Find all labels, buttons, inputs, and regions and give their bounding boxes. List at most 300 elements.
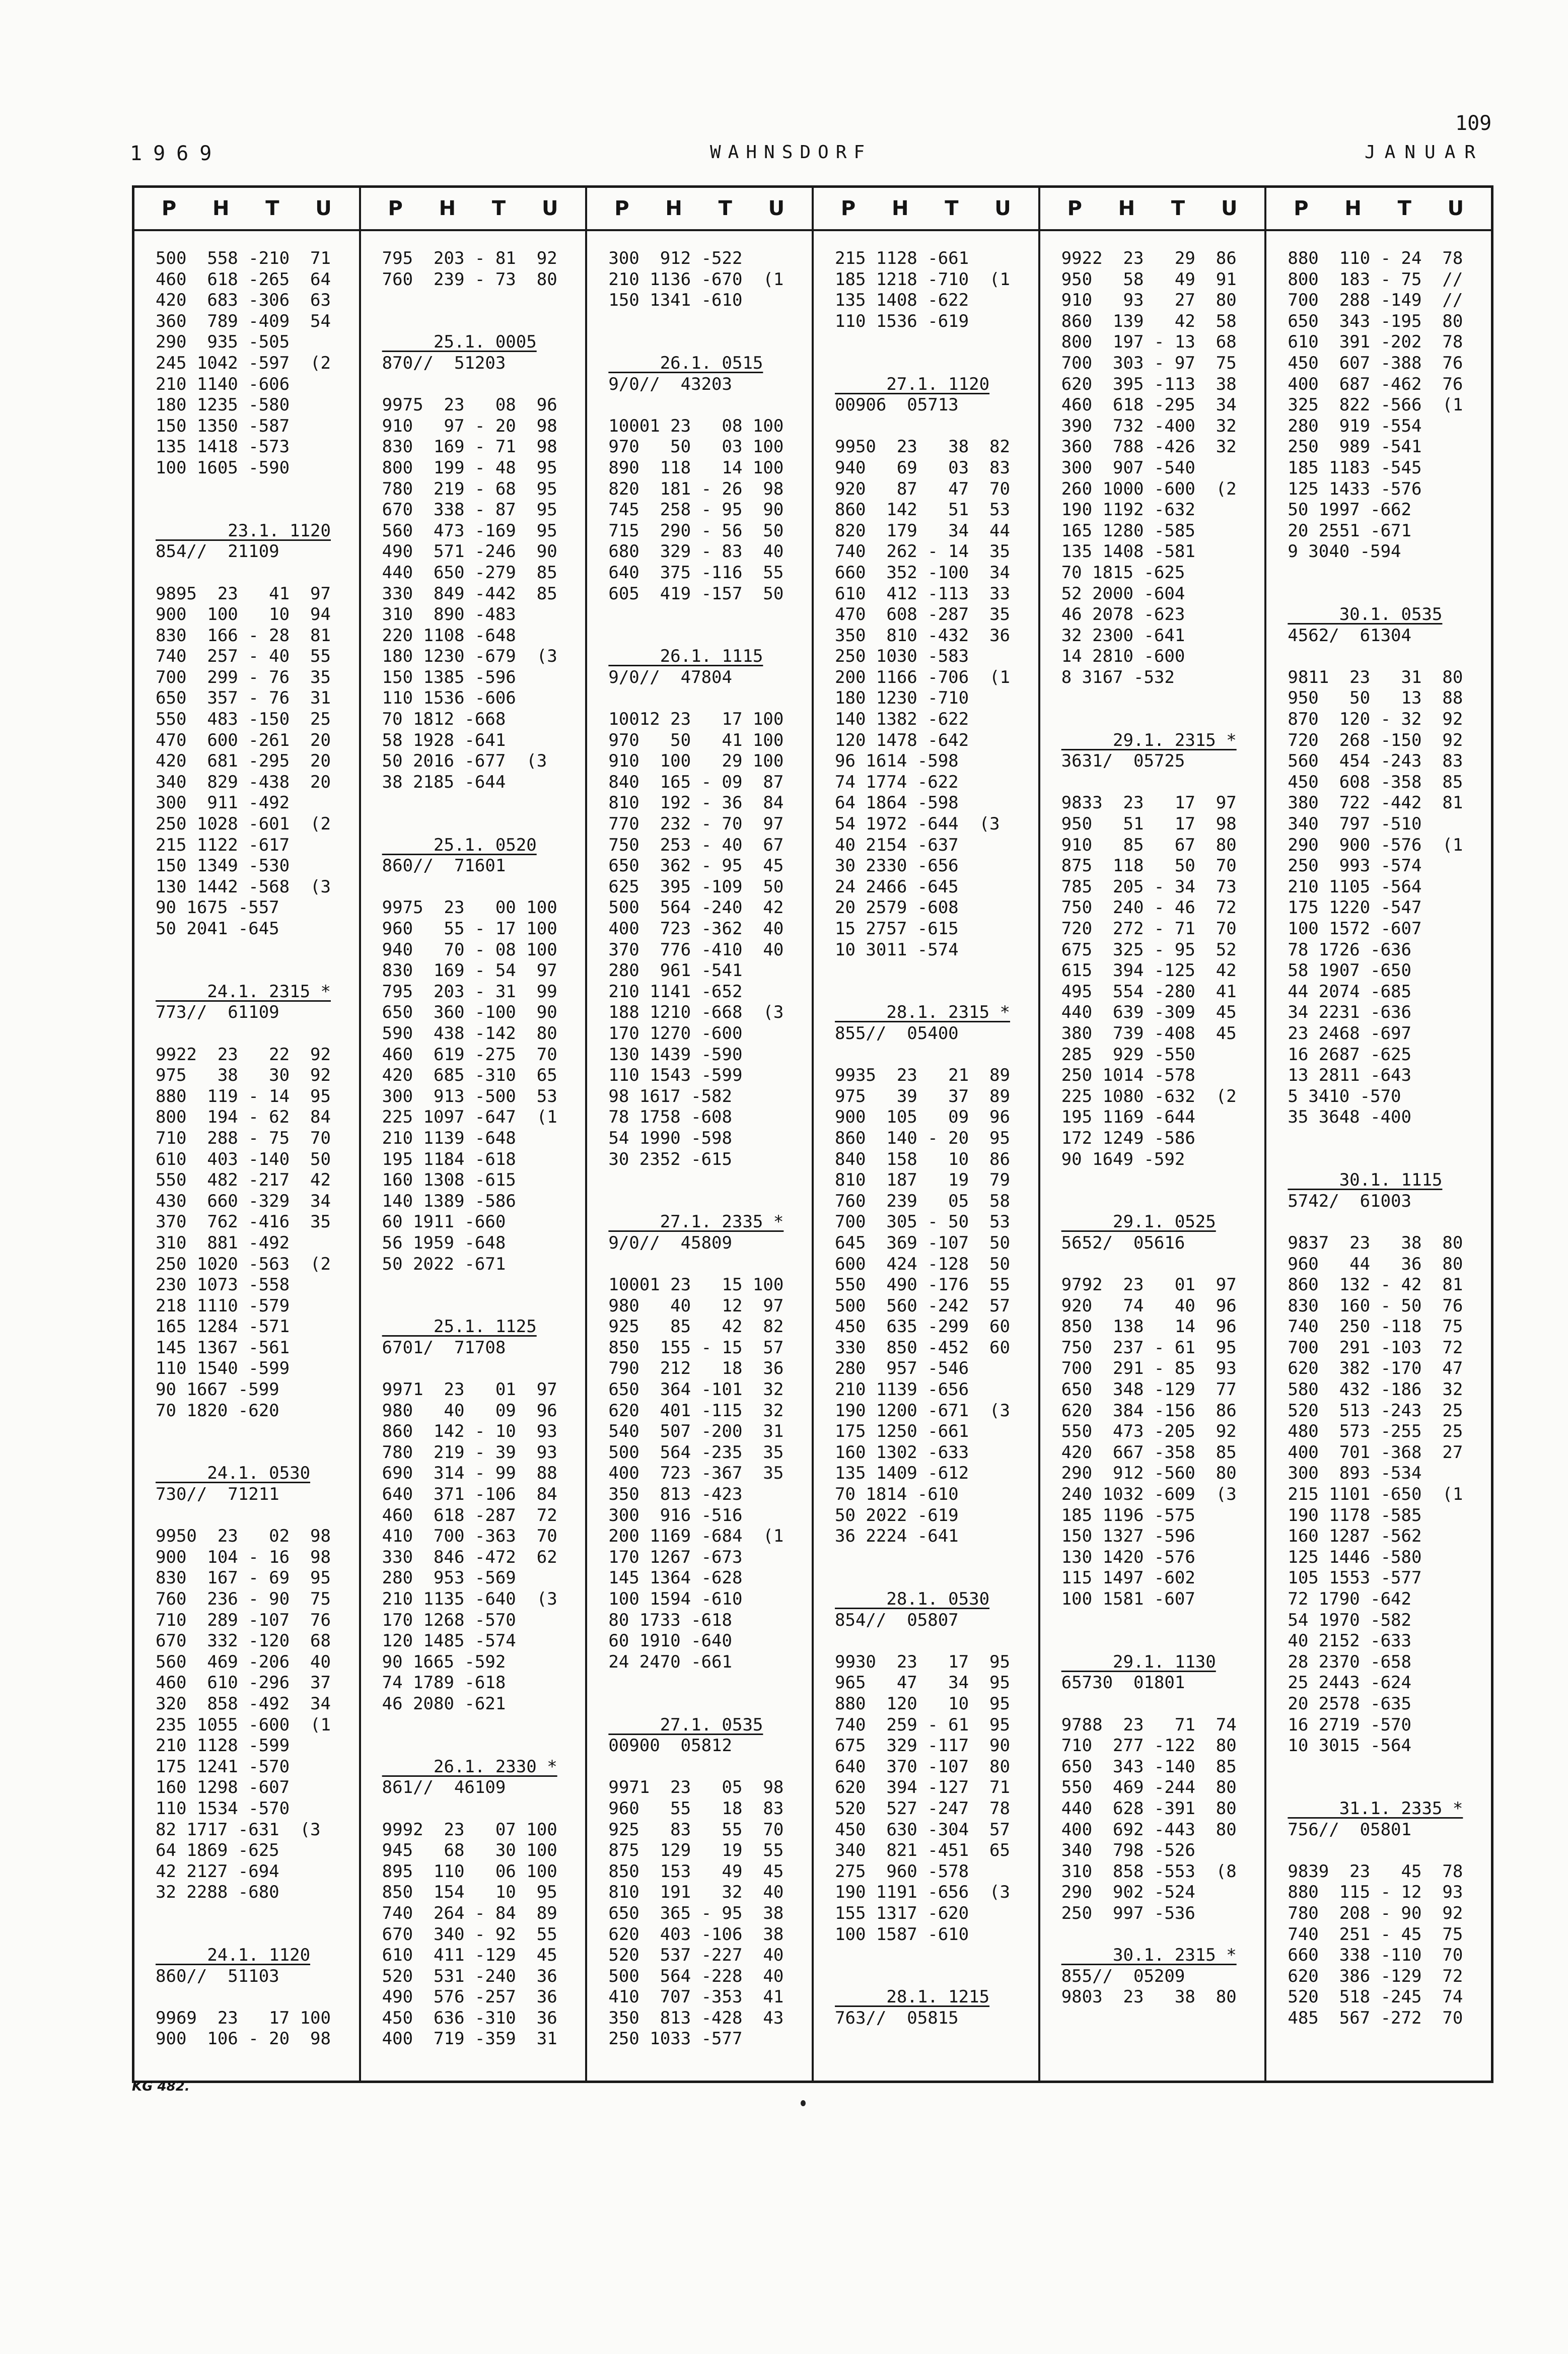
data-row	[835, 332, 1038, 353]
data-row	[1288, 1212, 1491, 1233]
data-row: 440 639 -309 45	[1061, 1002, 1237, 1023]
data-row: 70 1814 -610	[835, 1484, 959, 1505]
data-row: 430 660 -329 34	[156, 1191, 331, 1211]
data-row: 24 2466 -645	[835, 876, 959, 897]
data-row: 700 288 -149 //	[1288, 290, 1463, 311]
data-row: 150 1385 -596	[382, 667, 516, 687]
data-row: 410 700 -363 70	[382, 1526, 557, 1547]
data-row: 150 1349 -530	[156, 856, 290, 876]
data-row: 36 2224 -641	[835, 1526, 959, 1547]
data-row: 175 1250 -661	[835, 1421, 969, 1442]
data-row: 450 635 -299 60	[835, 1317, 1011, 1337]
data-row: 74 1774 -622	[835, 772, 959, 792]
data-row: 615 394 -125 42	[1061, 960, 1237, 981]
data-row: 250 1033 -577	[608, 2029, 743, 2049]
data-row: 9 3040 -594	[1288, 541, 1401, 562]
data-row: 6701/ 71708	[382, 1337, 506, 1358]
data-row: 870 120 - 32 92	[1288, 709, 1463, 730]
data-row: 875 118 50 70	[1061, 856, 1237, 876]
data-row: 760 239 - 73 80	[382, 269, 557, 290]
data-row: 820 179 34 44	[835, 520, 1011, 541]
data-row: 50 2022 -671	[382, 1254, 506, 1274]
data-row: 895 110 06 100	[382, 1861, 557, 1882]
data-row: 340 798 -526	[1061, 1840, 1195, 1861]
data-row	[382, 311, 586, 332]
data-row: 50 2041 -645	[156, 919, 279, 939]
table-column	[1040, 188, 1267, 2081]
data-row: 625 395 -109 50	[608, 876, 784, 897]
data-row: 370 762 -416 35	[156, 1212, 331, 1232]
data-row: 800 197 - 13 68	[1061, 332, 1237, 353]
data-row: 550 482 -217 42	[156, 1170, 331, 1191]
data-row: 810 192 - 36 84	[608, 793, 784, 813]
data-row: 30 2352 -615	[608, 1149, 732, 1169]
data-row: 90 1667 -599	[156, 1379, 279, 1400]
data-row: 900 100 10 94	[156, 604, 331, 625]
data-row: 670 338 - 87 95	[382, 500, 557, 520]
data-row: 520 513 -243 25	[1288, 1400, 1463, 1421]
data-row: 210 1139 -648	[382, 1128, 516, 1148]
data-row: 500 564 -235 35	[608, 1442, 784, 1463]
data-row: 30 2330 -656	[835, 856, 959, 876]
data-row: 560 469 -206 40	[156, 1651, 331, 1672]
column-header-label: U	[994, 197, 1011, 220]
data-row: 520 537 -227 40	[608, 1945, 784, 1966]
data-row: 82 1717 -631 (3	[156, 1819, 321, 1840]
data-row: 925 83 55 70	[608, 1819, 784, 1840]
data-row	[1061, 1170, 1265, 1191]
column-header	[1040, 188, 1265, 231]
column-body	[587, 231, 812, 2050]
data-row: 250 989 -541	[1288, 437, 1422, 457]
column-header-label: U	[541, 197, 558, 220]
data-row: 72 1790 -642	[1288, 1589, 1411, 1609]
data-row: 210 1139 -656	[835, 1379, 969, 1400]
data-row: 740 259 - 61 95	[835, 1714, 1011, 1735]
data-row: 310 890 -483	[382, 604, 516, 625]
data-row: 680 329 - 83 40	[608, 541, 784, 562]
data-row: 400 723 -362 40	[608, 919, 784, 939]
data-row: 910 97 - 20 98	[382, 416, 557, 436]
data-row: 910 93 27 80	[1061, 290, 1237, 311]
data-row: 715 290 - 56 50	[608, 520, 784, 541]
data-row: 90 1649 -592	[1061, 1149, 1185, 1169]
data-row: 850 153 49 45	[608, 1861, 784, 1882]
sounding-heading: 26.1. 1115	[608, 646, 763, 667]
data-row: 470 608 -287 35	[835, 604, 1011, 625]
data-row: 10001 23 08 100	[608, 416, 784, 436]
data-row: 74 1789 -618	[382, 1673, 506, 1693]
data-row: 245 1042 -597 (2	[156, 353, 331, 373]
data-row: 550 469 -244 80	[1061, 1777, 1237, 1798]
data-row: 860 142 - 10 93	[382, 1421, 557, 1442]
data-row: 390 732 -400 32	[1061, 416, 1237, 436]
data-row: 400 692 -443 80	[1061, 1819, 1237, 1840]
data-row: 640 371 -106 84	[382, 1484, 557, 1505]
data-row: 00906 05713	[835, 395, 959, 416]
data-row	[1061, 1254, 1265, 1275]
column-header-label: T	[491, 197, 506, 220]
data-row: 210 1141 -652	[608, 981, 743, 1002]
data-row	[608, 1254, 812, 1275]
column-header	[134, 188, 359, 231]
data-row: 64 1869 -625	[156, 1840, 279, 1861]
column-body	[814, 231, 1038, 2029]
data-row: 910 100 29 100	[608, 751, 784, 772]
data-row: 100 1605 -590	[156, 457, 290, 478]
data-row	[835, 1045, 1038, 1066]
data-row: 300 913 -500 53	[382, 1086, 557, 1106]
column-body	[1266, 231, 1491, 2029]
data-row: 550 473 -205 92	[1061, 1421, 1237, 1442]
data-row: 645 369 -107 50	[835, 1232, 1011, 1253]
table-column	[1266, 188, 1491, 2081]
data-row	[835, 1547, 1038, 1568]
data-row: 300 911 -492	[156, 793, 290, 813]
data-row: 763// 05815	[835, 2007, 959, 2028]
data-row: 400 701 -368 27	[1288, 1442, 1463, 1463]
data-row	[1061, 1694, 1265, 1715]
data-row: 855// 05209	[1061, 1966, 1185, 1986]
column-header-label: U	[1447, 197, 1464, 220]
data-row: 100 1572 -607	[1288, 919, 1422, 939]
data-row	[608, 1170, 812, 1191]
data-row	[1288, 584, 1491, 605]
data-row	[382, 290, 586, 311]
data-row: 750 253 - 40 67	[608, 835, 784, 855]
data-row: 130 1439 -590	[608, 1044, 743, 1065]
data-row: 290 902 -524	[1061, 1882, 1195, 1903]
data-row	[156, 500, 359, 521]
data-row: 145 1364 -628	[608, 1568, 743, 1588]
data-row: 854// 05807	[835, 1610, 959, 1630]
sounding-heading: 31.1. 2335 *	[1288, 1798, 1463, 1819]
data-row: 770 232 - 70 97	[608, 814, 784, 835]
data-row: 800 199 - 48 95	[382, 457, 557, 478]
data-row: 9922 23 29 86	[1061, 248, 1237, 268]
data-row: 380 739 -408 45	[1061, 1023, 1237, 1044]
data-row: 400 687 -462 76	[1288, 374, 1463, 394]
data-row: 5742/ 61003	[1288, 1191, 1411, 1211]
data-row: 130 1442 -568 (3	[156, 876, 331, 897]
data-row: 840 158 10 86	[835, 1149, 1011, 1169]
data-row: 860// 51103	[156, 1966, 279, 1986]
data-row: 750 237 - 61 95	[1061, 1337, 1237, 1358]
data-row: 610 391 -202 78	[1288, 332, 1463, 353]
data-row: 58 1928 -641	[382, 730, 506, 750]
data-row: 610 411 -129 45	[382, 1945, 557, 1966]
data-row	[1061, 1924, 1265, 1946]
data-row: 150 1341 -610	[608, 290, 743, 311]
data-row	[835, 353, 1038, 374]
data-row: 20 2579 -608	[835, 897, 959, 918]
data-row: 105 1553 -577	[1288, 1568, 1422, 1588]
data-row: 720 268 -150 92	[1288, 730, 1463, 750]
data-row: 500 560 -242 57	[835, 1295, 1011, 1316]
data-row	[382, 1296, 586, 1317]
data-row: 910 85 67 80	[1061, 835, 1237, 855]
data-row: 880 120 10 95	[835, 1693, 1011, 1714]
data-row: 98 1617 -582	[608, 1086, 732, 1106]
column-header-label: P	[388, 197, 403, 220]
data-row: 170 1267 -673	[608, 1547, 743, 1567]
data-row: 420 685 -310 65	[382, 1065, 557, 1086]
data-row: 180 1230 -710	[835, 688, 969, 709]
data-row: 250 1028 -601 (2	[156, 814, 331, 835]
data-row: 830 166 - 28 81	[156, 625, 331, 646]
sounding-heading: 25.1. 1125	[382, 1317, 537, 1337]
data-row: 590 438 -142 80	[382, 1023, 557, 1044]
data-row: 9935 23 21 89	[835, 1065, 1011, 1086]
data-row: 100 1581 -607	[1061, 1589, 1195, 1609]
data-row: 310 881 -492	[156, 1232, 290, 1253]
data-row: 860 139 42 58	[1061, 311, 1237, 331]
data-row: 9992 23 07 100	[382, 1819, 557, 1840]
data-row: 9/0// 45809	[608, 1232, 732, 1253]
data-row: 54 1972 -644 (3	[835, 814, 1000, 835]
data-row: 260 1000 -600 (2	[1061, 478, 1237, 499]
column-header-label: H	[1344, 197, 1362, 220]
data-row: 740 250 -118 75	[1288, 1317, 1463, 1337]
sounding-heading: 30.1. 1115	[1288, 1170, 1443, 1191]
data-row	[608, 1673, 812, 1694]
data-row: 920 87 47 70	[835, 478, 1011, 499]
data-row: 460 618 -265 64	[156, 269, 331, 290]
column-header-label: P	[161, 197, 177, 220]
data-row: 250 1014 -578	[1061, 1065, 1195, 1086]
data-row	[608, 332, 812, 353]
sounding-heading: 28.1. 1215	[835, 1987, 990, 2007]
data-row: 9895 23 41 97	[156, 583, 331, 604]
data-row	[1288, 1149, 1491, 1170]
data-row: 225 1080 -632 (2	[1061, 1086, 1237, 1106]
data-row: 350 813 -423	[608, 1484, 743, 1505]
data-row: 90 1675 -557	[156, 897, 279, 918]
data-row: 145 1367 -561	[156, 1337, 290, 1358]
column-header-label: H	[212, 197, 230, 220]
data-row: 215 1122 -617	[156, 835, 290, 855]
data-row: 860 142 51 53	[835, 500, 1011, 520]
data-row: 340 821 -451 65	[835, 1840, 1011, 1861]
sounding-table	[132, 185, 1493, 2083]
data-row: 280 919 -554	[1288, 416, 1422, 436]
data-row: 780 219 - 68 95	[382, 478, 557, 499]
data-row: 225 1097 -647 (1	[382, 1107, 557, 1128]
data-row: 110 1543 -599	[608, 1065, 743, 1086]
data-row: 970 50 03 100	[608, 437, 784, 457]
table-column	[134, 188, 361, 2081]
data-row: 460 610 -296 37	[156, 1673, 331, 1693]
data-row: 190 1178 -585	[1288, 1505, 1422, 1526]
data-row: 60 1911 -660	[382, 1212, 506, 1232]
data-row	[835, 1966, 1038, 1987]
header-station: WAHNSDORF	[710, 142, 872, 163]
data-row: 300 912 -522	[608, 248, 743, 268]
data-row	[382, 1358, 586, 1379]
data-row: 350 813 -428 43	[608, 2007, 784, 2028]
data-row: 135 1409 -612	[835, 1463, 969, 1484]
data-row: 16 2687 -625	[1288, 1044, 1411, 1065]
data-row: 188 1210 -668 (3	[608, 1002, 784, 1023]
data-row: 9/0// 43203	[608, 374, 732, 394]
data-row: 280 953 -569	[382, 1568, 516, 1588]
data-row: 795 203 - 31 99	[382, 981, 557, 1002]
data-row: 9833 23 17 97	[1061, 793, 1237, 813]
data-row: 790 212 18 36	[608, 1358, 784, 1379]
data-row: 980 40 09 96	[382, 1400, 557, 1421]
data-row: 940 70 - 08 100	[382, 939, 557, 960]
data-row: 420 681 -295 20	[156, 751, 331, 772]
data-row: 650 357 - 76 31	[156, 688, 331, 709]
data-row: 620 395 -113 38	[1061, 374, 1237, 394]
data-row: 60 1910 -640	[608, 1631, 732, 1651]
data-row	[608, 1694, 812, 1715]
data-row: 960 55 18 83	[608, 1798, 784, 1819]
sounding-heading: 23.1. 1120	[156, 520, 331, 541]
data-row: 620 401 -115 32	[608, 1400, 784, 1421]
data-row: 700 303 - 97 75	[1061, 353, 1237, 373]
sounding-heading: 30.1. 2315 *	[1061, 1945, 1237, 1966]
data-row: 9950 23 38 82	[835, 437, 1011, 457]
sounding-heading: 29.1. 0525	[1061, 1212, 1216, 1232]
data-row: 180 1235 -580	[156, 395, 290, 416]
data-row: 5652/ 05616	[1061, 1232, 1185, 1253]
data-row: 330 850 -452 60	[835, 1337, 1011, 1358]
data-row: 810 187 19 79	[835, 1170, 1011, 1191]
data-row	[382, 1798, 586, 1820]
data-row: 400 719 -359 31	[382, 2029, 557, 2049]
data-row: 210 1136 -670 (1	[608, 269, 784, 290]
data-row: 9971 23 01 97	[382, 1379, 557, 1400]
data-row: 100 1587 -610	[835, 1924, 969, 1945]
data-row: 100 1594 -610	[608, 1589, 743, 1609]
data-row: 600 424 -128 50	[835, 1254, 1011, 1274]
data-row: 40 2152 -633	[1288, 1631, 1411, 1651]
data-row: 78 1758 -608	[608, 1107, 732, 1128]
data-row: 670 332 -120 68	[156, 1631, 331, 1651]
data-row: 840 165 - 09 87	[608, 772, 784, 792]
data-row: 13 2811 -643	[1288, 1065, 1411, 1086]
data-row: 340 829 -438 20	[156, 772, 331, 792]
sounding-heading: 28.1. 2315 *	[835, 1002, 1011, 1023]
data-row: 970 50 41 100	[608, 730, 784, 750]
data-row: 785 205 - 34 73	[1061, 876, 1237, 897]
data-row: 370 776 -410 40	[608, 939, 784, 960]
data-row: 210 1135 -640 (3	[382, 1589, 557, 1609]
data-row: 135 1418 -573	[156, 437, 290, 457]
data-row: 650 348 -129 77	[1061, 1379, 1237, 1400]
data-row: 560 473 -169 95	[382, 520, 557, 541]
data-row: 880 115 - 12 93	[1288, 1882, 1463, 1903]
data-row	[608, 1191, 812, 1212]
data-row	[1288, 1757, 1491, 1778]
data-row: 64 1864 -598	[835, 793, 959, 813]
data-row: 125 1446 -580	[1288, 1547, 1422, 1567]
data-row: 620 403 -106 38	[608, 1924, 784, 1945]
data-row: 560 454 -243 83	[1288, 751, 1463, 772]
data-row: 78 1726 -636	[1288, 939, 1411, 960]
data-row: 500 558 -210 71	[156, 248, 331, 268]
data-row: 250 1030 -583	[835, 646, 969, 667]
data-row: 9930 23 17 95	[835, 1651, 1011, 1672]
data-row: 20 2551 -671	[1288, 520, 1411, 541]
data-row: 320 858 -492 34	[156, 1693, 331, 1714]
sounding-heading: 24.1. 0530	[156, 1463, 311, 1484]
data-row: 200 1169 -684 (1	[608, 1526, 784, 1547]
data-row: 280 961 -541	[608, 960, 743, 981]
data-row: 140 1389 -586	[382, 1191, 516, 1211]
column-header-label: P	[840, 197, 856, 220]
data-row: 650 365 - 95 38	[608, 1903, 784, 1923]
data-row	[835, 1945, 1038, 1966]
column-header	[361, 188, 586, 231]
data-row	[608, 604, 812, 626]
data-row: 773// 61109	[156, 1002, 279, 1023]
data-row: 16 2719 -570	[1288, 1714, 1411, 1735]
data-row	[156, 940, 359, 961]
data-row	[1061, 1610, 1265, 1631]
data-row: 56 1959 -648	[382, 1232, 506, 1253]
data-row: 750 240 - 46 72	[1061, 897, 1237, 918]
data-row: 210 1140 -606	[156, 374, 290, 394]
data-row: 110 1536 -619	[835, 311, 969, 331]
data-row: 42 2127 -694	[156, 1861, 279, 1882]
data-row	[835, 960, 1038, 982]
data-row: 756// 05801	[1288, 1819, 1411, 1840]
column-header-label: T	[1397, 197, 1411, 220]
data-row: 975 39 37 89	[835, 1086, 1011, 1106]
data-row	[608, 395, 812, 416]
data-row	[382, 1275, 586, 1296]
data-row: 110 1534 -570	[156, 1798, 290, 1819]
table-column	[587, 188, 814, 2081]
data-row: 675 329 -117 90	[835, 1736, 1011, 1756]
data-row: 290 912 -560 80	[1061, 1463, 1237, 1484]
sounding-heading: 27.1. 0535	[608, 1714, 763, 1735]
data-row: 325 822 -566 (1	[1288, 395, 1463, 416]
form-code: KG 482.	[132, 2079, 190, 2094]
data-row: 975 38 30 92	[156, 1065, 331, 1086]
data-row: 80 1733 -618	[608, 1610, 732, 1630]
column-header-label: P	[614, 197, 629, 220]
data-row: 480 573 -255 25	[1288, 1421, 1463, 1442]
data-row: 32 2300 -641	[1061, 625, 1185, 646]
data-row: 58 1907 -650	[1288, 960, 1411, 981]
data-row: 9922 23 22 92	[156, 1044, 331, 1065]
column-header	[1266, 188, 1491, 231]
data-row	[1288, 1840, 1491, 1861]
data-row: 155 1317 -620	[835, 1903, 969, 1923]
data-row: 760 239 05 58	[835, 1191, 1011, 1211]
data-row: 850 155 - 15 57	[608, 1337, 784, 1358]
data-row: 490 571 -246 90	[382, 541, 557, 562]
column-header	[814, 188, 1038, 231]
data-row	[835, 416, 1038, 437]
data-row: 180 1230 -679 (3	[382, 646, 557, 667]
data-row	[382, 1736, 586, 1757]
data-row: 10001 23 15 100	[608, 1275, 784, 1295]
data-row	[156, 1903, 359, 1924]
data-row: 165 1284 -571	[156, 1317, 290, 1337]
column-body	[1040, 231, 1265, 2008]
data-row	[382, 374, 586, 395]
data-row: 550 483 -150 25	[156, 709, 331, 730]
data-row	[382, 877, 586, 898]
data-row	[1288, 1128, 1491, 1149]
data-row: 520 527 -247 78	[835, 1798, 1011, 1819]
data-row: 460 618 -287 72	[382, 1505, 557, 1526]
sounding-heading: 25.1. 0005	[382, 332, 537, 353]
